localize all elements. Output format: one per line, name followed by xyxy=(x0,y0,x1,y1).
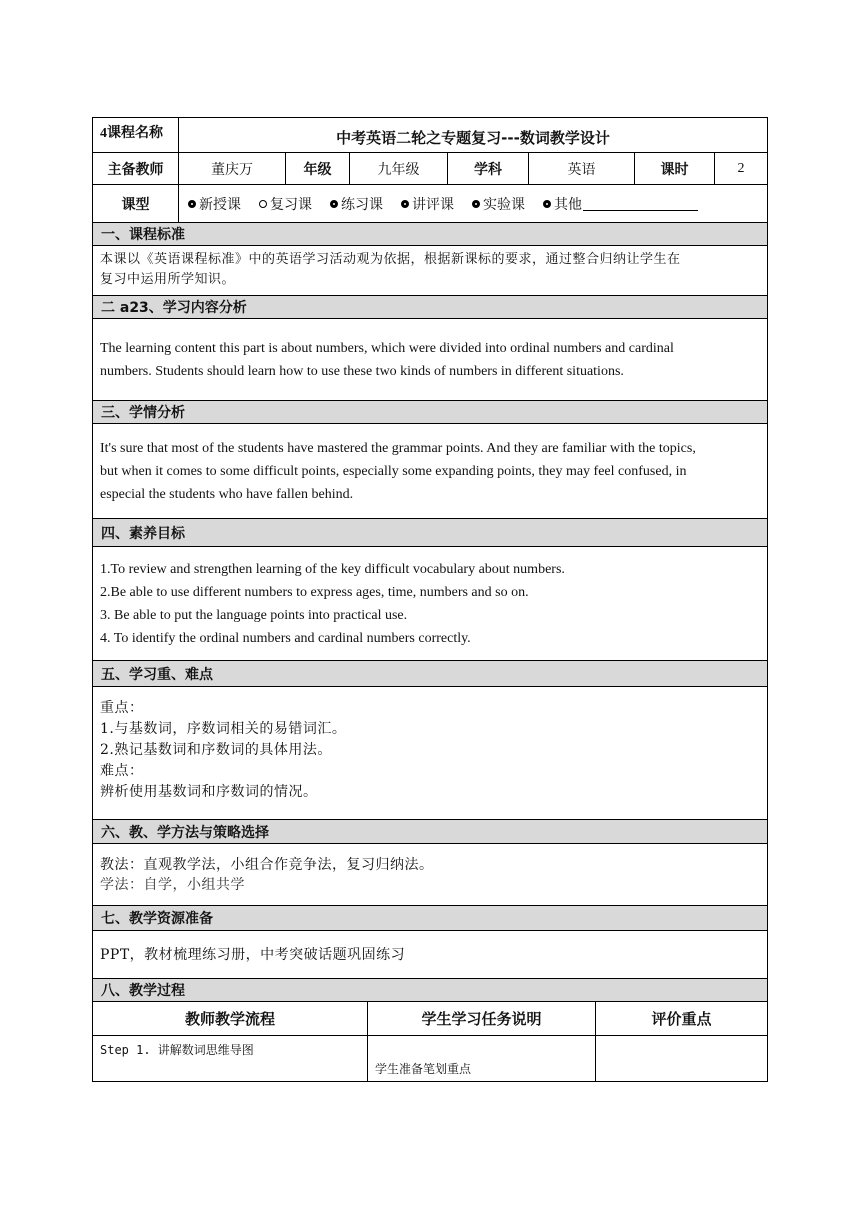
course-name-label: 4课程名称 xyxy=(93,118,179,152)
text-line: 1.与基数词，序数词相关的易错词汇。 xyxy=(100,721,347,737)
text-line: The learning content this part is about numbers, which were divided into ordinal numbers and cardinal xyxy=(100,341,674,356)
text-line: 教法：直观教学法，小组合作竞争法，复习归纳法。 xyxy=(100,857,434,873)
section-heading-resources: 七、教学资源准备 xyxy=(92,906,768,931)
course-title: 中考英语二轮之专题复习---数词教学设计 xyxy=(336,128,610,147)
process-header-student: 学生学习任务说明 xyxy=(368,1002,596,1035)
text-line: 本课以《英语课程标准》中的英语学习活动观为依据，根据新课标的要求，通过整合归纳让学生在 xyxy=(100,252,681,267)
subject-label: 学科 xyxy=(448,153,529,184)
section-heading-learner-analysis: 三、学情分析 xyxy=(92,401,768,424)
radio-marker-icon xyxy=(330,200,338,208)
info-row xyxy=(92,153,768,185)
process-header-evaluation: 评价重点 xyxy=(651,1010,712,1028)
option-label: 练习课 xyxy=(341,196,383,213)
section-body-content-analysis xyxy=(92,319,768,401)
text-line: 复习中运用所学知识。 xyxy=(100,272,236,287)
lesson-type-option-experiment[interactable] xyxy=(472,194,525,214)
lesson-type-options xyxy=(179,185,767,222)
process-header-teacher: 教师教学流程 xyxy=(93,1002,368,1035)
text-line: especial the students who have fallen behind. xyxy=(100,487,354,502)
section-body-resources xyxy=(92,931,768,979)
text-line: PPT，教材梳理练习册，中考突破话题巩固练习 xyxy=(100,947,406,963)
section-heading-methods: 六、教、学方法与策略选择 xyxy=(92,820,768,844)
step1-teacher-cell: Step 1. 讲解数词思维导图 xyxy=(93,1036,368,1081)
lesson-type-option-new[interactable] xyxy=(188,194,241,214)
radio-marker-icon xyxy=(543,200,551,208)
step1-evaluation-cell xyxy=(596,1036,767,1081)
radio-marker-icon xyxy=(259,200,267,208)
section-heading-content-analysis: 二 a23、学习内容分析 xyxy=(92,296,768,319)
section-heading-key-points: 五、学习重、难点 xyxy=(92,661,768,687)
process-header-row xyxy=(92,1002,768,1036)
subject-value: 英语 xyxy=(529,153,635,184)
lesson-type-option-practice[interactable] xyxy=(330,194,383,214)
teacher-value: 董庆万 xyxy=(179,153,286,184)
radio-marker-icon xyxy=(472,200,480,208)
text-line: 辨析使用基数词和序数词的情况。 xyxy=(100,784,318,800)
lesson-plan-table xyxy=(92,117,768,1082)
hours-label: 课时 xyxy=(635,153,715,184)
lesson-type-option-other[interactable] xyxy=(543,194,698,214)
section-body-key-points xyxy=(92,687,768,820)
text-line: 难点： xyxy=(100,763,144,779)
objective-item: 4. To identify the ordinal numbers and cardinal numbers correctly. xyxy=(100,631,471,646)
radio-marker-icon xyxy=(188,200,196,208)
objective-item: 2.Be able to use different numbers to express ages, time, numbers and so on. xyxy=(100,585,529,600)
step1-student-cell: 学生准备笔划重点 xyxy=(368,1036,596,1081)
text-line: 重点： xyxy=(100,700,144,716)
section-heading-standards: 一、课程标准 xyxy=(92,223,768,246)
lesson-type-option-comment[interactable] xyxy=(401,194,454,214)
text-line: It's sure that most of the students have mastered the grammar points. And they are familiar with the topics, xyxy=(100,441,696,456)
objective-item: 3. Be able to put the language points into practical use. xyxy=(100,608,408,623)
radio-marker-icon xyxy=(401,200,409,208)
option-label: 复习课 xyxy=(270,196,312,213)
section-body-methods xyxy=(92,844,768,906)
option-label: 实验课 xyxy=(483,196,525,213)
section-heading-process: 八、教学过程 xyxy=(92,979,768,1002)
course-name-row xyxy=(92,117,768,153)
other-blank-line[interactable] xyxy=(583,196,698,211)
text-line: 学法：自学，小组共学 xyxy=(100,877,245,893)
lesson-type-row xyxy=(92,185,768,223)
option-label: 新授课 xyxy=(199,196,241,213)
lesson-type-label: 课型 xyxy=(93,185,179,222)
option-label: 讲评课 xyxy=(412,196,454,213)
lesson-type-option-review[interactable] xyxy=(259,194,312,214)
grade-value: 九年级 xyxy=(350,153,448,184)
objective-item: 1.To review and strengthen learning of the key difficult vocabulary about numbers. xyxy=(100,562,565,577)
teacher-label: 主备教师 xyxy=(93,153,179,184)
section-body-learner-analysis xyxy=(92,424,768,519)
text-line: 2.熟记基数词和序数词的具体用法。 xyxy=(100,742,332,758)
section-body-objectives xyxy=(92,547,768,661)
text-line: numbers. Students should learn how to use these two kinds of numbers in different situations. xyxy=(100,364,624,379)
process-step-row xyxy=(92,1036,768,1082)
hours-value: 2 xyxy=(737,160,745,176)
grade-label: 年级 xyxy=(286,153,350,184)
section-body-standards xyxy=(92,246,768,296)
option-label: 其他 xyxy=(554,196,582,213)
text-line: but when it comes to some difficult points, especially some expanding points, they may feel confused, in xyxy=(100,464,687,479)
section-heading-objectives: 四、素养目标 xyxy=(92,519,768,547)
